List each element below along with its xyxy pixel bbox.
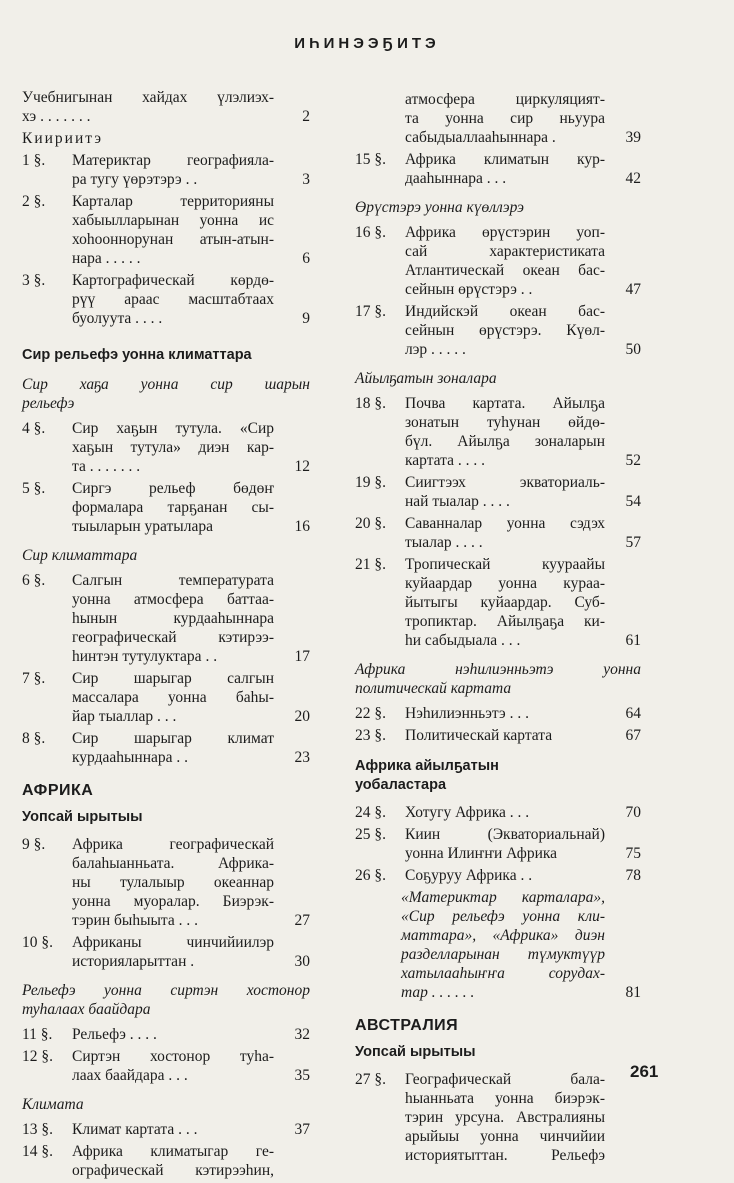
section-introduction[interactable]: Киириитэ xyxy=(22,130,104,147)
toc-entry-15[interactable]: 15 §. Африка климатын кур- дааһыннара . . . 42 xyxy=(355,151,641,187)
page-title: ИҺИНЭЭҔИТЭ xyxy=(294,35,440,52)
subheading-crust-relief: Сир хаҕа уонна сир шарын рельефэ xyxy=(22,376,310,412)
toc-entry-14-continued[interactable]: атмосфера циркуляцият- та уонна сир ньуура сабыдыаллааһыннара . 39 xyxy=(405,91,641,146)
page-ref: 35 xyxy=(294,1067,310,1084)
subheading-climates: Сир климаттара xyxy=(22,547,138,564)
subheading-rivers-lakes: Өрүстэрэ уонна күөллэрэ xyxy=(355,199,524,216)
page-ref: 17 xyxy=(294,648,310,665)
page-ref: 6 xyxy=(302,250,310,267)
page-ref: 20 xyxy=(294,708,310,725)
page-ref: 30 xyxy=(294,953,310,970)
page-ref: 52 xyxy=(625,452,641,469)
toc-entry-4[interactable]: 4 §. Сир хаҕын тутула. «Сир хаҕын тутула» диэн кар- та . . . . . . . 12 xyxy=(22,420,310,475)
toc-entry-26[interactable]: 26 §. Соҕуруу Африка . . 78 xyxy=(355,867,641,884)
page-ref: 32 xyxy=(294,1026,310,1043)
subheading-natural-zones: Айылҕатын зоналара xyxy=(355,370,497,387)
toc-entry-27[interactable]: 27 §. Географическай бала- һыанньата уонна биэрэк- тэрин урсуна. Австралияны арыйыы уонна чинчийии историятыттан. Рельефэ xyxy=(355,1071,605,1164)
page-ref: 75 xyxy=(625,845,641,862)
toc-entry-24[interactable]: 24 §. Хотугу Африка . . . 70 xyxy=(355,804,641,821)
toc-entry-23[interactable]: 23 §. Политическай картата 67 xyxy=(355,727,641,744)
page-ref: 64 xyxy=(625,705,641,722)
page-ref: 3 xyxy=(302,171,310,188)
toc-entry-14[interactable]: 14 §. Африка климатыгар ге- ографическай кэтирээһин, xyxy=(22,1143,274,1179)
page-number: 261 xyxy=(630,1062,659,1081)
toc-entry-12[interactable]: 12 §. Сиртэн хостонор туһа- лаах баайдара . . . 35 xyxy=(22,1048,310,1084)
toc-entry-1[interactable]: 1 §. Материктар географияла- ра тугу үөрэтэрэ . . 3 xyxy=(22,152,310,188)
toc-entry-6[interactable]: 6 §. Салгын температурата уонна атмосфера баттаа- һынын курдааһыннара географическай кэтирээ- һинтэн тутулуктара . . 17 xyxy=(22,572,310,665)
toc-entry-2[interactable]: 2 §. Карталар территорияны хабыылларынан уонна ис хоһооннорунан атын-атын- нара . . . . . 6 xyxy=(22,193,310,267)
toc-entry-11[interactable]: 11 §. Рельефэ . . . . 32 xyxy=(22,1026,310,1043)
toc-entry-5[interactable]: 5 §. Сиргэ рельеф бөдөҥ формалара тарҕанан сы- тыыларын уратылара 16 xyxy=(22,480,310,535)
toc-entry-13[interactable]: 13 §. Климат картата . . . 37 xyxy=(22,1121,310,1138)
section-heading-general: Уопсай ырытыы xyxy=(22,809,143,825)
subheading-population-political-map: Африка нэһилиэнньэтэ уонна политическай картата xyxy=(355,661,641,697)
toc-entry-18[interactable]: 18 §. Почва картата. Айылҕа зонатын туһунан өйдө- бүл. Айылҕа зоналарын картата . . . . 52 xyxy=(355,395,641,469)
section-heading-relief-climates: Сир рельефэ уонна климаттара xyxy=(22,347,252,363)
page-ref: 27 xyxy=(294,912,310,929)
toc-entry-7[interactable]: 7 §. Сир шарыгар салгын массалара уонна баһы- йар тыаллар . . . 20 xyxy=(22,670,310,725)
toc-entry-review-tasks[interactable]: «Материктар карталара», «Сир рельефэ уонна кли- маттара», «Африка» диэн разделларынан түмуктүүр хатылааһыҥҥа сорудах- тар . . . . . . 81 xyxy=(401,889,641,1001)
page-ref: 23 xyxy=(294,749,310,766)
page-ref: 16 xyxy=(294,518,310,535)
toc-entry-17[interactable]: 17 §. Индийскэй океан бас- сейнын өрүстэрэ. Күөл- лэр . . . . . 50 xyxy=(355,303,641,358)
toc-entry-3[interactable]: 3 §. Картографическай көрдө- рүү араас масштабтаах буолуута . . . . 9 xyxy=(22,272,310,327)
page-ref: 70 xyxy=(625,804,641,821)
subheading-relief-resources: Рельефэ уонна сиртэн хостонор туһалаах баайдара xyxy=(22,982,310,1018)
toc-entry-20[interactable]: 20 §. Саванналар уонна сэдэх тыалар . . . . 57 xyxy=(355,515,641,551)
part-heading-africa: АФРИКА xyxy=(22,782,94,799)
page-ref: 81 xyxy=(625,984,641,1001)
toc-entry-9[interactable]: 9 §. Африка географическай балаһыанньата. Африка- ны тулалыыр океаннар уонна муоралар. Биэрэк- тэрин быһыыта . . . 27 xyxy=(22,836,310,929)
right-column xyxy=(355,90,641,1168)
toc-entry-8[interactable]: 8 §. Сир шарыгар климат курдааһыннара . . 23 xyxy=(22,730,310,766)
page-ref: 37 xyxy=(294,1121,310,1138)
toc-entry-21[interactable]: 21 §. Тропическай куураайы куйаардар уонна кураа- йытыгы куйаардар. Суб- тропиктар. Айылҕаҕа ки- һи сабыдыала . . . 61 xyxy=(355,556,641,649)
page-ref: 2 xyxy=(302,108,310,125)
page-ref: 42 xyxy=(625,170,641,187)
page-ref: 12 xyxy=(294,458,310,475)
part-heading-australia: АВСТРАЛИЯ xyxy=(355,1017,459,1034)
toc-entry-16[interactable]: 16 §. Африка өрүстэрин уоп- сай характеристиката Атлантическай океан бас- сейнын өрүстэрэ . . 47 xyxy=(355,224,641,298)
page-ref: 54 xyxy=(625,493,641,510)
toc-entry-10[interactable]: 10 §. Африканы чинчийиилэр историяларыттан . 30 xyxy=(22,934,310,970)
page-ref: 67 xyxy=(625,727,641,744)
subheading-climate: Климата xyxy=(22,1096,84,1113)
toc-entry-22[interactable]: 22 §. Нэһилиэнньэтэ . . . 64 xyxy=(355,705,641,722)
left-column xyxy=(22,88,310,1183)
toc-entry-intro[interactable]: Учебнигынан хайдах үлэлиэх- хэ . . . . . . . 2 xyxy=(22,89,310,125)
page-ref: 78 xyxy=(625,867,641,884)
page-ref: 57 xyxy=(625,534,641,551)
page-ref: 39 xyxy=(625,129,641,146)
section-heading-africa-regions: Африка айылҕатын уобаластара xyxy=(355,758,499,793)
page-ref: 61 xyxy=(625,632,641,649)
page-ref: 50 xyxy=(625,341,641,358)
toc-entry-19[interactable]: 19 §. Сиигтээх экваториаль- най тыалар . . . . 54 xyxy=(355,474,641,510)
page-ref: 47 xyxy=(625,281,641,298)
section-heading-general-australia: Уопсай ырытыы xyxy=(355,1044,476,1060)
toc-entry-25[interactable]: 25 §. Киин (Экваториальнай) уонна Илиҥҥи Африка 75 xyxy=(355,826,641,862)
page-ref: 9 xyxy=(302,310,310,327)
